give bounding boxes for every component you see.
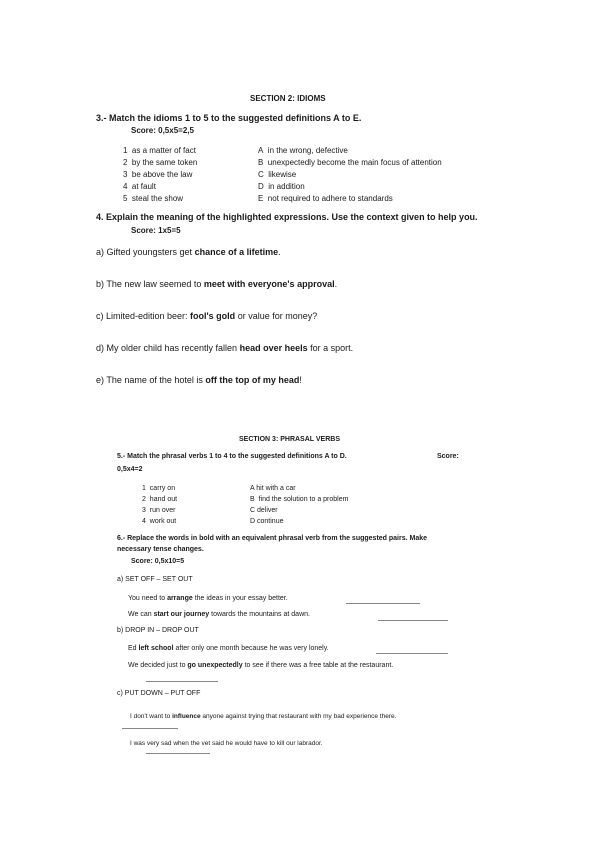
q6-group-heading: b) DROP IN – DROP OUT [117,627,199,634]
q6-instruction-line2: necessary tense changes. [117,546,204,553]
answer-blank[interactable] [378,620,448,621]
definition-item: C deliver [250,507,278,514]
definition-item: E not required to adhere to standards [258,194,393,203]
q6-sentence: We decided just to go unexpectedly to see if there was a free table at the restaurant. [128,662,394,669]
q5-score-label: Score: [437,453,459,460]
idiom-item: 1 as a matter of fact [123,146,196,155]
q4-item: c) Limited-edition beer: fool's gold or value for money? [96,311,318,321]
definition-item: D continue [250,518,284,525]
q5-instruction: 5.- Match the phrasal verbs 1 to 4 to the suggested definitions A to D. [117,453,347,460]
verb-item: 1 carry on [142,485,176,492]
q4-item: a) Gifted youngsters get chance of a lifetime. [96,247,281,257]
definition-item: A in the wrong, defective [258,146,348,155]
q5-score-value: 0,5x4=2 [117,466,143,473]
idiom-item: 5 steal the show [123,194,184,203]
q4-item: e) The name of the hotel is off the top of my head! [96,375,302,385]
q6-group-heading: a) SET OFF – SET OUT [117,576,193,583]
verb-item: 4 work out [142,518,177,525]
verb-item: 2 hand out [142,496,178,503]
q4-instruction: 4. Explain the meaning of the highlighted expressions. Use the context given to help you. [96,212,478,222]
q6-instruction-line1: 6.- Replace the words in bold with an equivalent phrasal verb from the suggested pairs. Make [117,535,428,542]
q3-instruction: 3.- Match the idioms 1 to 5 to the suggested definitions A to E. [96,113,362,123]
definition-item: C likewise [258,170,297,179]
answer-blank[interactable] [122,728,178,729]
answer-blank[interactable] [146,753,210,754]
q6-sentence: You need to arrange the ideas in your essay better. [128,595,288,602]
q6-sentence: I was very sad when the vet said he would have to kill our labrador. [130,740,323,747]
answer-blank[interactable] [146,681,218,682]
idiom-item: 2 by the same token [123,158,198,167]
idiom-item: 4 at fault [123,182,156,191]
section-3-title: SECTION 3: PHRASAL VERBS [239,436,340,443]
definition-item: B find the solution to a problem [250,496,349,503]
definition-item: D in addition [258,182,305,191]
q6-sentence: Ed left school after only one month because he was very lonely. [128,645,329,652]
q6-sentence: We can start our journey towards the mountains at dawn. [128,611,310,618]
q4-item: d) My older child has recently fallen head over heels for a sport. [96,343,354,353]
section-2-title: SECTION 2: IDIOMS [250,94,326,103]
idiom-item: 3 be above the law [123,170,193,179]
q6-group-heading: c) PUT DOWN – PUT OFF [117,690,201,697]
answer-blank[interactable] [376,653,448,654]
q4-score: Score: 1x5=5 [131,226,181,235]
definition-item: A hit with a car [250,485,296,492]
q6-score: Score: 0,5x10=5 [131,558,185,565]
answer-blank[interactable] [346,603,420,604]
q3-score: Score: 0,5x5=2,5 [131,126,194,135]
verb-item: 3 run over [142,507,176,514]
definition-item: B unexpectedly become the main focus of attention [258,158,442,167]
q4-item: b) The new law seemed to meet with everyone's approval. [96,279,338,289]
q6-sentence: I don't want to influence anyone against trying that restaurant with my bad experience there. [130,713,397,720]
